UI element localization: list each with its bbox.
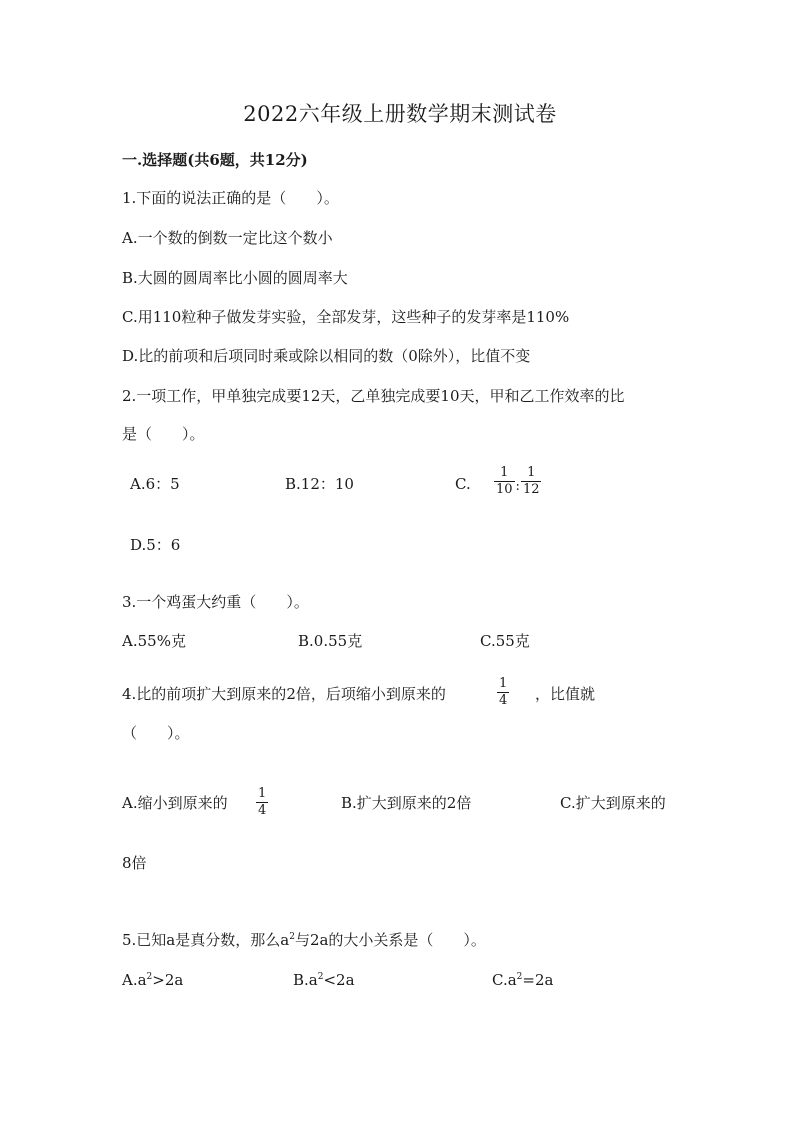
fraction-numerator: 1 bbox=[500, 465, 509, 480]
option-text: =2a bbox=[522, 971, 554, 989]
fraction-denominator: 12 bbox=[522, 482, 540, 497]
question-1-option-d: D.比的前项和后项同时乘或除以相同的数（0除外），比值不变 bbox=[122, 347, 531, 365]
question-4-stem-part2: ，比值就 bbox=[535, 685, 596, 703]
fraction-numerator: 1 bbox=[499, 676, 508, 691]
question-4-option-c-line2: 8倍 bbox=[122, 854, 147, 872]
option-text: <2a bbox=[323, 971, 355, 989]
question-5-stem-part2: 与2a的大小关系是（ ）。 bbox=[294, 931, 486, 949]
question-5-option-a bbox=[122, 970, 183, 990]
question-2-option-d: D.5：6 bbox=[130, 536, 181, 554]
question-1-option-a: A.一个数的倒数一定比这个数小 bbox=[122, 229, 333, 247]
question-4-option-a-fraction bbox=[256, 787, 268, 818]
question-3-stem: 3.一个鸡蛋大约重（ ）。 bbox=[122, 593, 309, 611]
option-text: >2a bbox=[152, 971, 184, 989]
question-2-option-a: A.6：5 bbox=[130, 475, 180, 493]
question-2-option-c-label: C. bbox=[455, 475, 471, 493]
question-5-stem-part1: 5.已知a是真分数，那么a bbox=[122, 931, 290, 949]
option-text: B.a bbox=[293, 971, 318, 989]
question-3-option-b: B.0.55克 bbox=[298, 632, 363, 650]
section-heading: 一.选择题(共6题，共12分) bbox=[122, 151, 308, 169]
fraction-numerator: 1 bbox=[258, 786, 267, 801]
question-1-stem: 1.下面的说法正确的是（ ）。 bbox=[122, 189, 339, 207]
fraction-one-tenth bbox=[494, 466, 515, 497]
question-2-option-c-ratio bbox=[494, 466, 541, 497]
exponent: 2 bbox=[317, 972, 324, 982]
fraction-denominator: 4 bbox=[258, 803, 267, 818]
exponent: 2 bbox=[289, 932, 295, 942]
question-4-option-a: A.缩小到原来的 bbox=[122, 794, 228, 812]
fraction-numerator: 1 bbox=[527, 465, 536, 480]
fraction-one-twelfth bbox=[521, 466, 542, 497]
question-2-stem-line2: 是（ ）。 bbox=[122, 425, 205, 443]
question-4-stem-fraction bbox=[497, 677, 509, 708]
question-5-option-c bbox=[492, 970, 553, 990]
question-4-option-b: B.扩大到原来的2倍 bbox=[341, 794, 472, 812]
question-5-stem bbox=[122, 930, 486, 950]
question-4-stem-line2: （ ）。 bbox=[122, 724, 190, 742]
question-1-option-c: C.用110粒种子做发芽实验，全部发芽，这些种子的发芽率是110% bbox=[122, 308, 570, 326]
question-3-option-c: C.55克 bbox=[480, 632, 530, 650]
ratio-separator: : bbox=[515, 479, 520, 494]
option-text: C.a bbox=[492, 971, 517, 989]
question-3-option-a: A.55%克 bbox=[122, 632, 186, 650]
question-2-stem-line1: 2.一项工作，甲单独完成要12天，乙单独完成要10天，甲和乙工作效率的比 bbox=[122, 387, 625, 405]
question-5-option-b bbox=[293, 970, 355, 990]
exponent: 2 bbox=[516, 972, 523, 982]
question-4-option-c-line1: C.扩大到原来的 bbox=[560, 794, 666, 812]
page-title: 2022六年级上册数学期末测试卷 bbox=[243, 102, 557, 126]
fraction-denominator: 10 bbox=[496, 482, 513, 497]
option-text: A.a bbox=[122, 971, 147, 989]
exponent: 2 bbox=[146, 972, 153, 982]
fraction-denominator: 4 bbox=[499, 693, 508, 708]
question-2-option-b: B.12：10 bbox=[285, 475, 354, 493]
question-4-stem-part1: 4.比的前项扩大到原来的2倍，后项缩小到原来的 bbox=[122, 685, 446, 703]
question-1-option-b: B.大圆的圆周率比小圆的圆周率大 bbox=[122, 269, 348, 287]
